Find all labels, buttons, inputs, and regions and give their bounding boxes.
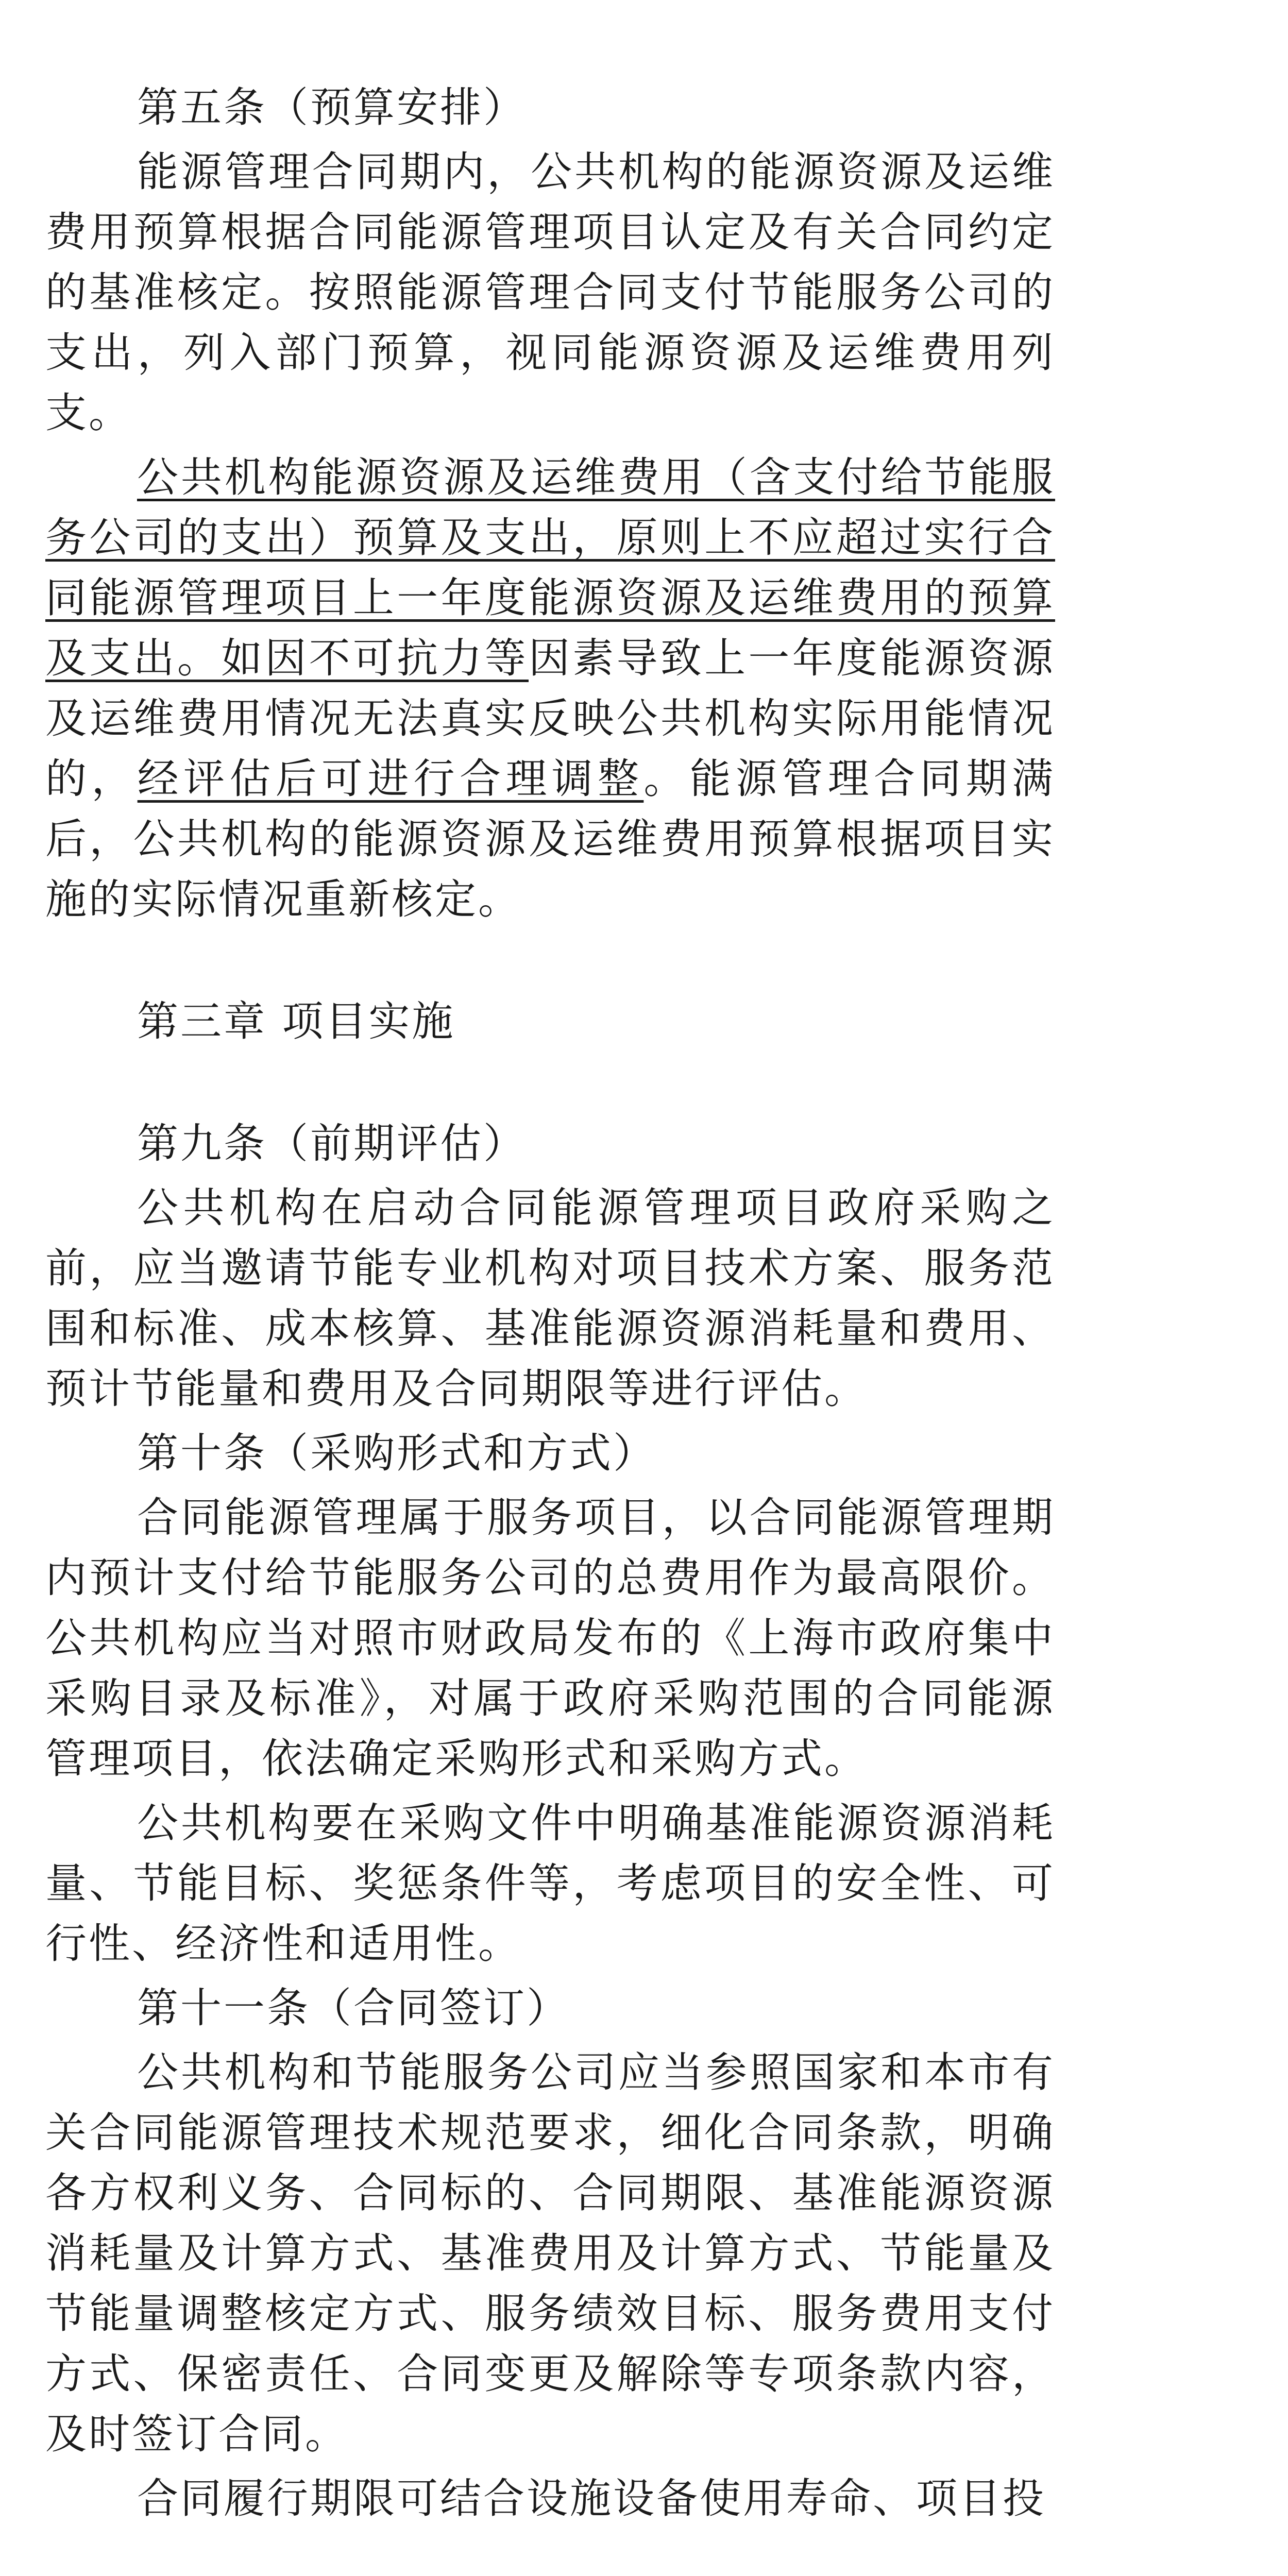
article11-paragraph-1: 公共机构和节能服务公司应当参照国家和本市有关合同能源管理技术规范要求，细化合同条款，明确各方权利义务、合同标的、合同期限、基准能源资源消耗量及计算方式、基准费用及计算方式、节能量及节能量调整核定方式、服务绩效目标、服务费用支付方式、保密责任、合同变更及解除等专项条款内容，及时签订合同。	[45, 2048, 1055, 2458]
article5-text-b: 因素导致上一年度能源资源及运维费用情况无法真实反映公共机构实际用能情况的，	[45, 634, 1055, 803]
article5-paragraph-2	[45, 447, 1055, 929]
article5-underlined-text-a: 公共机构能源资源及运维费用（含支付给节能服务公司的支出）预算及支出，原则上不应超过实行合同能源管理项目上一年度能源资源及运维费用的预算及支出。如因不可抗力等	[45, 453, 1055, 682]
article5-text-d: 。能源管理合同期满后，公共机构的能源资源及运维费用预算根据项目实施的实际情况重新核定。	[45, 755, 1056, 923]
article5-heading: 第五条（预算安排）	[137, 83, 527, 131]
article9-paragraph-1: 公共机构在启动合同能源管理项目政府采购之前，应当邀请节能专业机构对项目技术方案、服务范围和标准、成本核算、基准能源资源消耗量和费用、预计节能量和费用及合同期限等进行评估。	[45, 1184, 1055, 1413]
article11-paragraph-2: 合同履行期限可结合设施设备使用寿命、项目投	[137, 2475, 1046, 2522]
article5-paragraph-1: 能源管理合同期内，公共机构的能源资源及运维费用预算根据合同能源管理项目认定及有关合同约定的基准核定。按照能源管理合同支付节能服务公司的支出，列入部门预算，视同能源资源及运维费用列支。	[45, 148, 1055, 437]
article10-paragraph-1: 合同能源管理属于服务项目，以合同能源管理期内预计支付给节能服务公司的总费用作为最高限价。公共机构应当对照市财政局发布的《上海市政府集中采购目录及标准》，对属于政府采购范围的合同能源管理项目，依法确定采购形式和采购方式。	[45, 1494, 1055, 1783]
article9-heading: 第九条（前期评估）	[137, 1120, 527, 1167]
article11-heading: 第十一条（合同签订）	[137, 1984, 570, 2032]
article10-paragraph-2: 公共机构要在采购文件中明确基准能源资源消耗量、节能目标、奖惩条件等，考虑项目的安全性、可行性、经济性和适用性。	[45, 1799, 1055, 1968]
article10-heading: 第十条（采购形式和方式）	[137, 1429, 656, 1477]
document-page	[45, 77, 1055, 2529]
article5-underlined-text-c: 经评估后可进行合理调整	[137, 755, 644, 803]
chapter3-heading: 第三章 项目实施	[137, 997, 455, 1045]
